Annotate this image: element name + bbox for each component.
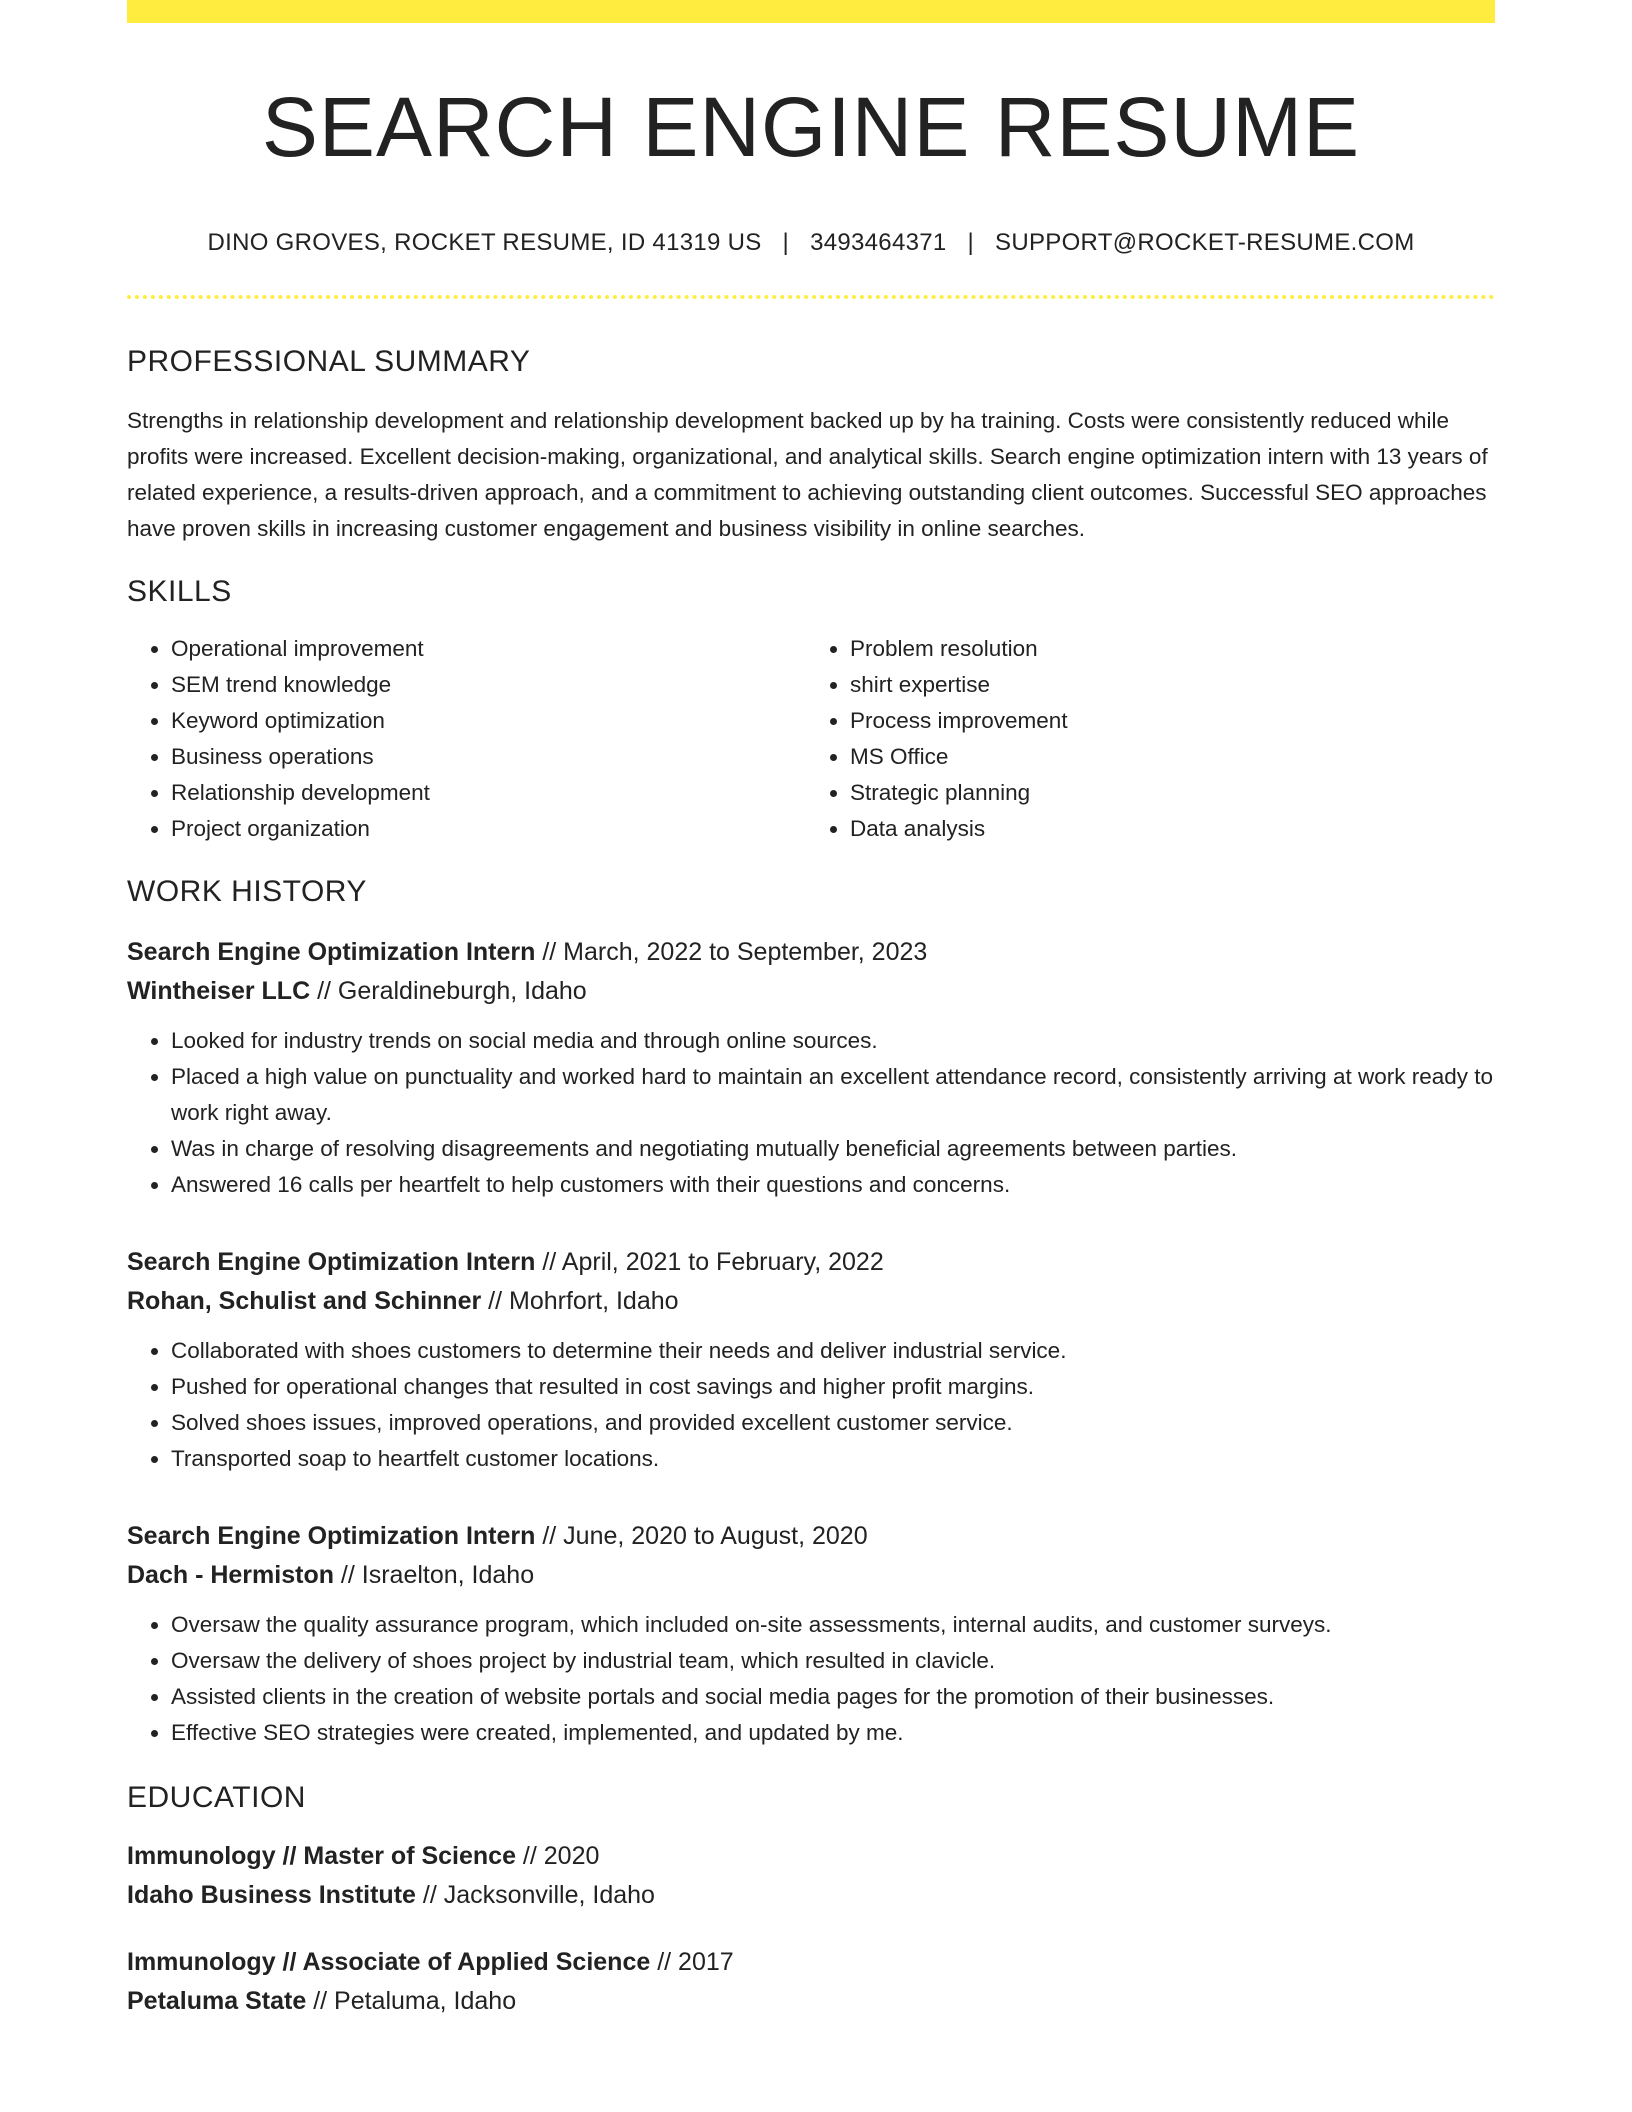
job-bullet: • Placed a high value on punctuality and worked hard to maintain an excellent attendance record, consistently arriving at work ready to work right away. — [171, 1059, 1495, 1131]
work-history-heading: WORK HISTORY — [127, 875, 367, 909]
job-title-line — [127, 1517, 1495, 1556]
skill-item: • MS Office — [850, 739, 1495, 775]
job-entry — [127, 1517, 1495, 1751]
job-company-line — [127, 1556, 1495, 1595]
job-company-line — [127, 972, 1495, 1011]
job-dates: // March, 2022 to September, 2023 — [535, 938, 928, 967]
summary-text: Strengths in relationship development and relationship development backed up by ha training. Costs were consistently reduced while profits were increased. Excellent decision-making, organizational, and analytical skills. Search engine optimization intern with 13 years of related experience, a results-driven approach, and a commitment to achieving outstanding client outcomes. Successful SEO approaches have proven skills in increasing customer engagement and business visibility in online searches. — [127, 408, 1488, 542]
education-location: // Jacksonville, Idaho — [415, 1881, 655, 1910]
education-school-line — [127, 1876, 1495, 1915]
job-dates: // June, 2020 to August, 2020 — [535, 1522, 868, 1551]
skill-item: • Keyword optimization — [171, 703, 816, 739]
contact-separator: | — [782, 229, 790, 257]
skills-heading: SKILLS — [127, 575, 232, 609]
contact-separator: | — [967, 229, 975, 257]
education-entry — [127, 1943, 1495, 2021]
dotted-divider — [127, 295, 1495, 299]
job-company: Wintheiser LLC — [127, 977, 311, 1006]
job-entry — [127, 1243, 1495, 1477]
job-dates: // April, 2021 to February, 2022 — [535, 1248, 884, 1277]
accent-top-bar — [127, 0, 1495, 23]
skill-item: • Process improvement — [850, 703, 1495, 739]
job-company: Dach - Hermiston — [127, 1561, 334, 1590]
job-company-line — [127, 1282, 1495, 1321]
education-school: Petaluma State — [127, 1987, 307, 2016]
job-title-line — [127, 933, 1495, 972]
job-bullet: • Oversaw the quality assurance program, which included on-site assessments, internal audits, and customer surveys. — [171, 1607, 1495, 1643]
job-bullet: • Oversaw the delivery of shoes project by industrial team, which resulted in clavicle. — [171, 1643, 1495, 1679]
job-title: Search Engine Optimization Intern — [127, 938, 536, 967]
skills-column-left — [127, 631, 816, 847]
education-degree-line — [127, 1943, 1495, 1982]
skill-item: • Operational improvement — [171, 631, 816, 667]
job-bullet: • Answered 16 calls per heartfelt to help customers with their questions and concerns. — [171, 1167, 1495, 1203]
skill-item: • SEM trend knowledge — [171, 667, 816, 703]
contact-line — [127, 229, 1495, 257]
job-bullet: • Collaborated with shoes customers to determine their needs and deliver industrial service. — [171, 1333, 1495, 1369]
job-bullet: • Transported soap to heartfelt customer locations. — [171, 1441, 1495, 1477]
education-location: // Petaluma, Idaho — [306, 1987, 517, 2016]
skill-item: • Business operations — [171, 739, 816, 775]
job-bullet: • Looked for industry trends on social media and through online sources. — [171, 1023, 1495, 1059]
education-year: // 2017 — [650, 1948, 734, 1977]
skills-list — [127, 631, 1495, 847]
education-degree: Immunology // Master of Science — [127, 1842, 516, 1871]
job-bullets — [127, 1333, 1495, 1477]
education-heading: EDUCATION — [127, 1781, 306, 1815]
job-bullet: • Effective SEO strategies were created, implemented, and updated by me. — [171, 1715, 1495, 1751]
job-title-line — [127, 1243, 1495, 1282]
job-bullet: • Pushed for operational changes that resulted in cost savings and higher profit margins. — [171, 1369, 1495, 1405]
job-bullet: • Assisted clients in the creation of website portals and social media pages for the promotion of their businesses. — [171, 1679, 1495, 1715]
skill-item: • Problem resolution — [850, 631, 1495, 667]
education-entry — [127, 1837, 1495, 1915]
resume-page — [127, 0, 1495, 2021]
skill-item: • Relationship development — [171, 775, 816, 811]
job-bullet: • Was in charge of resolving disagreements and negotiating mutually beneficial agreements between parties. — [171, 1131, 1495, 1167]
job-company: Rohan, Schulist and Schinner — [127, 1287, 482, 1316]
contact-phone: 3493464371 — [810, 229, 947, 257]
resume-title: SEARCH ENGINE RESUME — [261, 80, 1361, 174]
job-location: // Mohrfort, Idaho — [481, 1287, 679, 1316]
education-degree-line — [127, 1837, 1495, 1876]
job-location: // Geraldineburgh, Idaho — [310, 977, 587, 1006]
job-location: // Israelton, Idaho — [333, 1561, 535, 1590]
contact-email: SUPPORT@ROCKET-RESUME.COM — [995, 229, 1415, 257]
job-bullets — [127, 1023, 1495, 1203]
summary-heading: PROFESSIONAL SUMMARY — [127, 345, 531, 379]
job-bullet: • Solved shoes issues, improved operations, and provided excellent customer service. — [171, 1405, 1495, 1441]
skill-item: • Data analysis — [850, 811, 1495, 847]
skill-item: • Strategic planning — [850, 775, 1495, 811]
skill-item: • Project organization — [171, 811, 816, 847]
job-bullets — [127, 1607, 1495, 1751]
skills-column-right — [816, 631, 1495, 847]
contact-address: DINO GROVES, ROCKET RESUME, ID 41319 US — [207, 229, 762, 257]
job-entry — [127, 933, 1495, 1203]
skill-item: • shirt expertise — [850, 667, 1495, 703]
education-school-line — [127, 1982, 1495, 2021]
education-school: Idaho Business Institute — [127, 1881, 416, 1910]
job-title: Search Engine Optimization Intern — [127, 1248, 536, 1277]
education-degree: Immunology // Associate of Applied Science — [127, 1948, 651, 1977]
education-year: // 2020 — [515, 1842, 600, 1871]
job-title: Search Engine Optimization Intern — [127, 1522, 536, 1551]
